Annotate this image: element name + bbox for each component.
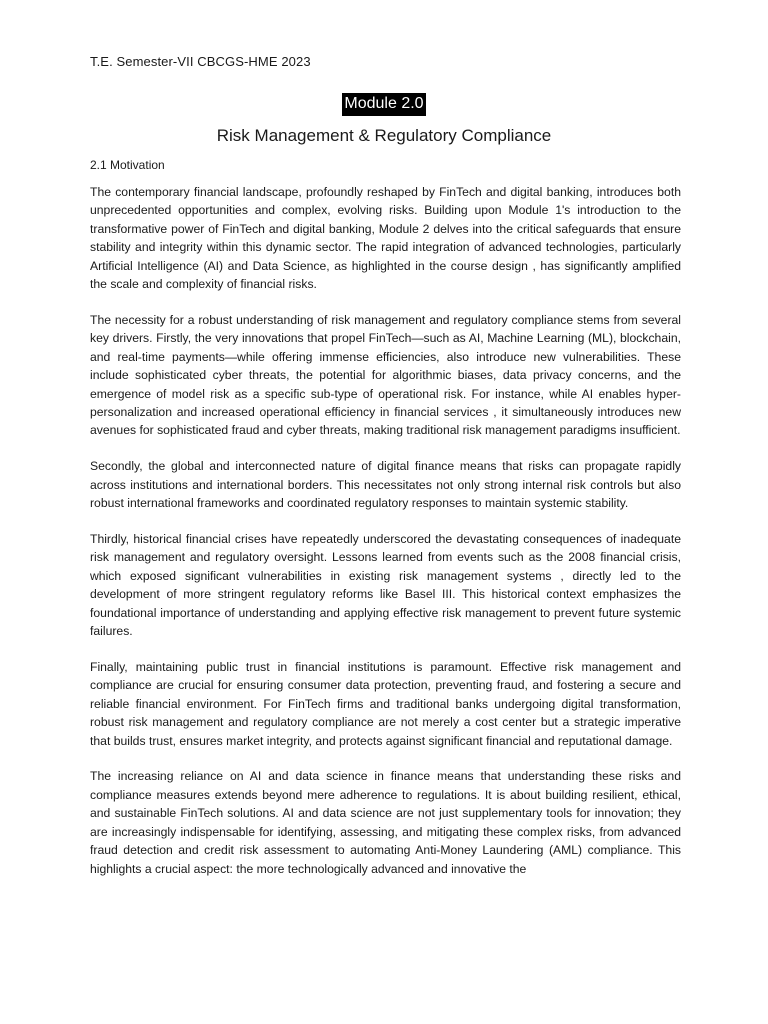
section-heading: 2.1 Motivation — [90, 158, 165, 172]
paragraph-1: The contemporary financial landscape, profoundly reshaped by FinTech and digital banking, introduces both unprecedented opportunities and complex, evolving risks. Building upon Module 1's introduction to the transformative power of FinTech and digital banking, Module 2 delves into the critical safeguards that ensure stability and integrity within this dynamic sector. The rapid integration of advanced technologies, particularly Artificial Intelligence (AI) and Data Science, as highlighted in the course design , has significantly amplified the scale and complexity of financial risks. — [90, 185, 681, 292]
paragraph-6: The increasing reliance on AI and data science in finance means that understanding these risks and compliance measures extends beyond mere adherence to regulations. It is about building resilient, ethical, and sustainable FinTech solutions. AI and data science are not just supplementary tools for innovation; they are increasingly indispensable for identifying, assessing, and mitigating these complex risks, from advanced fraud detection and credit risk assessment to automating Anti-Money Laundering (AML) compliance. This highlights a crucial aspect: the more technologically advanced and innovative the — [90, 769, 681, 876]
module-label-container — [0, 93, 768, 116]
paragraph-5: Finally, maintaining public trust in financial institutions is paramount. Effective risk management and compliance are crucial for ensuring consumer data protection, preventing fraud, and fostering a secure and reliable financial environment. For FinTech firms and traditional banks undergoing digital transformation, robust risk management and regulatory compliance are not merely a cost center but a strategic imperative that builds trust, ensures market integrity, and protects against significant financial and reputational damage. — [90, 659, 681, 748]
module-title: Risk Management & Regulatory Compliance — [216, 126, 552, 145]
paragraph-4: Thirdly, historical financial crises have repeatedly underscored the devastating consequences of inadequate risk management and regulatory oversight. Lessons learned from events such as the 2008 financial crisis, which exposed significant vulnerabilities in existing risk management systems , directly led to the development of more stringent regulatory reforms like Basel III. This historical context emphasizes the foundational importance of understanding and applying effective risk management to prevent future systemic failures. — [90, 532, 681, 639]
running-header: T.E. Semester-VII CBCGS-HME 2023 — [90, 54, 311, 69]
paragraph-3: Secondly, the global and interconnected nature of digital finance means that risks can propagate rapidly across institutions and international borders. This necessitates not only strong internal risk controls but also robust international frameworks and coordinated regulatory responses to maintain systemic stability. — [90, 459, 681, 511]
module-label: Module 2.0 — [342, 93, 425, 116]
body-text — [90, 183, 681, 895]
paragraph-2: The necessity for a robust understanding of risk management and regulatory compliance stems from several key drivers. Firstly, the very innovations that propel FinTech—such as AI, Machine Learning (ML), blockchain, and real-time payments—while offering immense efficiencies, also introduce new vulnerabilities. These include sophisticated cyber threats, the potential for algorithmic biases, data privacy concerns, and the emergence of model risk as a specific sub-type of operational risk. For instance, while AI enables hyper-personalization and increased operational efficiency in financial services , it simultaneously introduces new avenues for sophisticated fraud and cyber threats, making traditional risk management paradigms insufficient. — [90, 312, 681, 438]
